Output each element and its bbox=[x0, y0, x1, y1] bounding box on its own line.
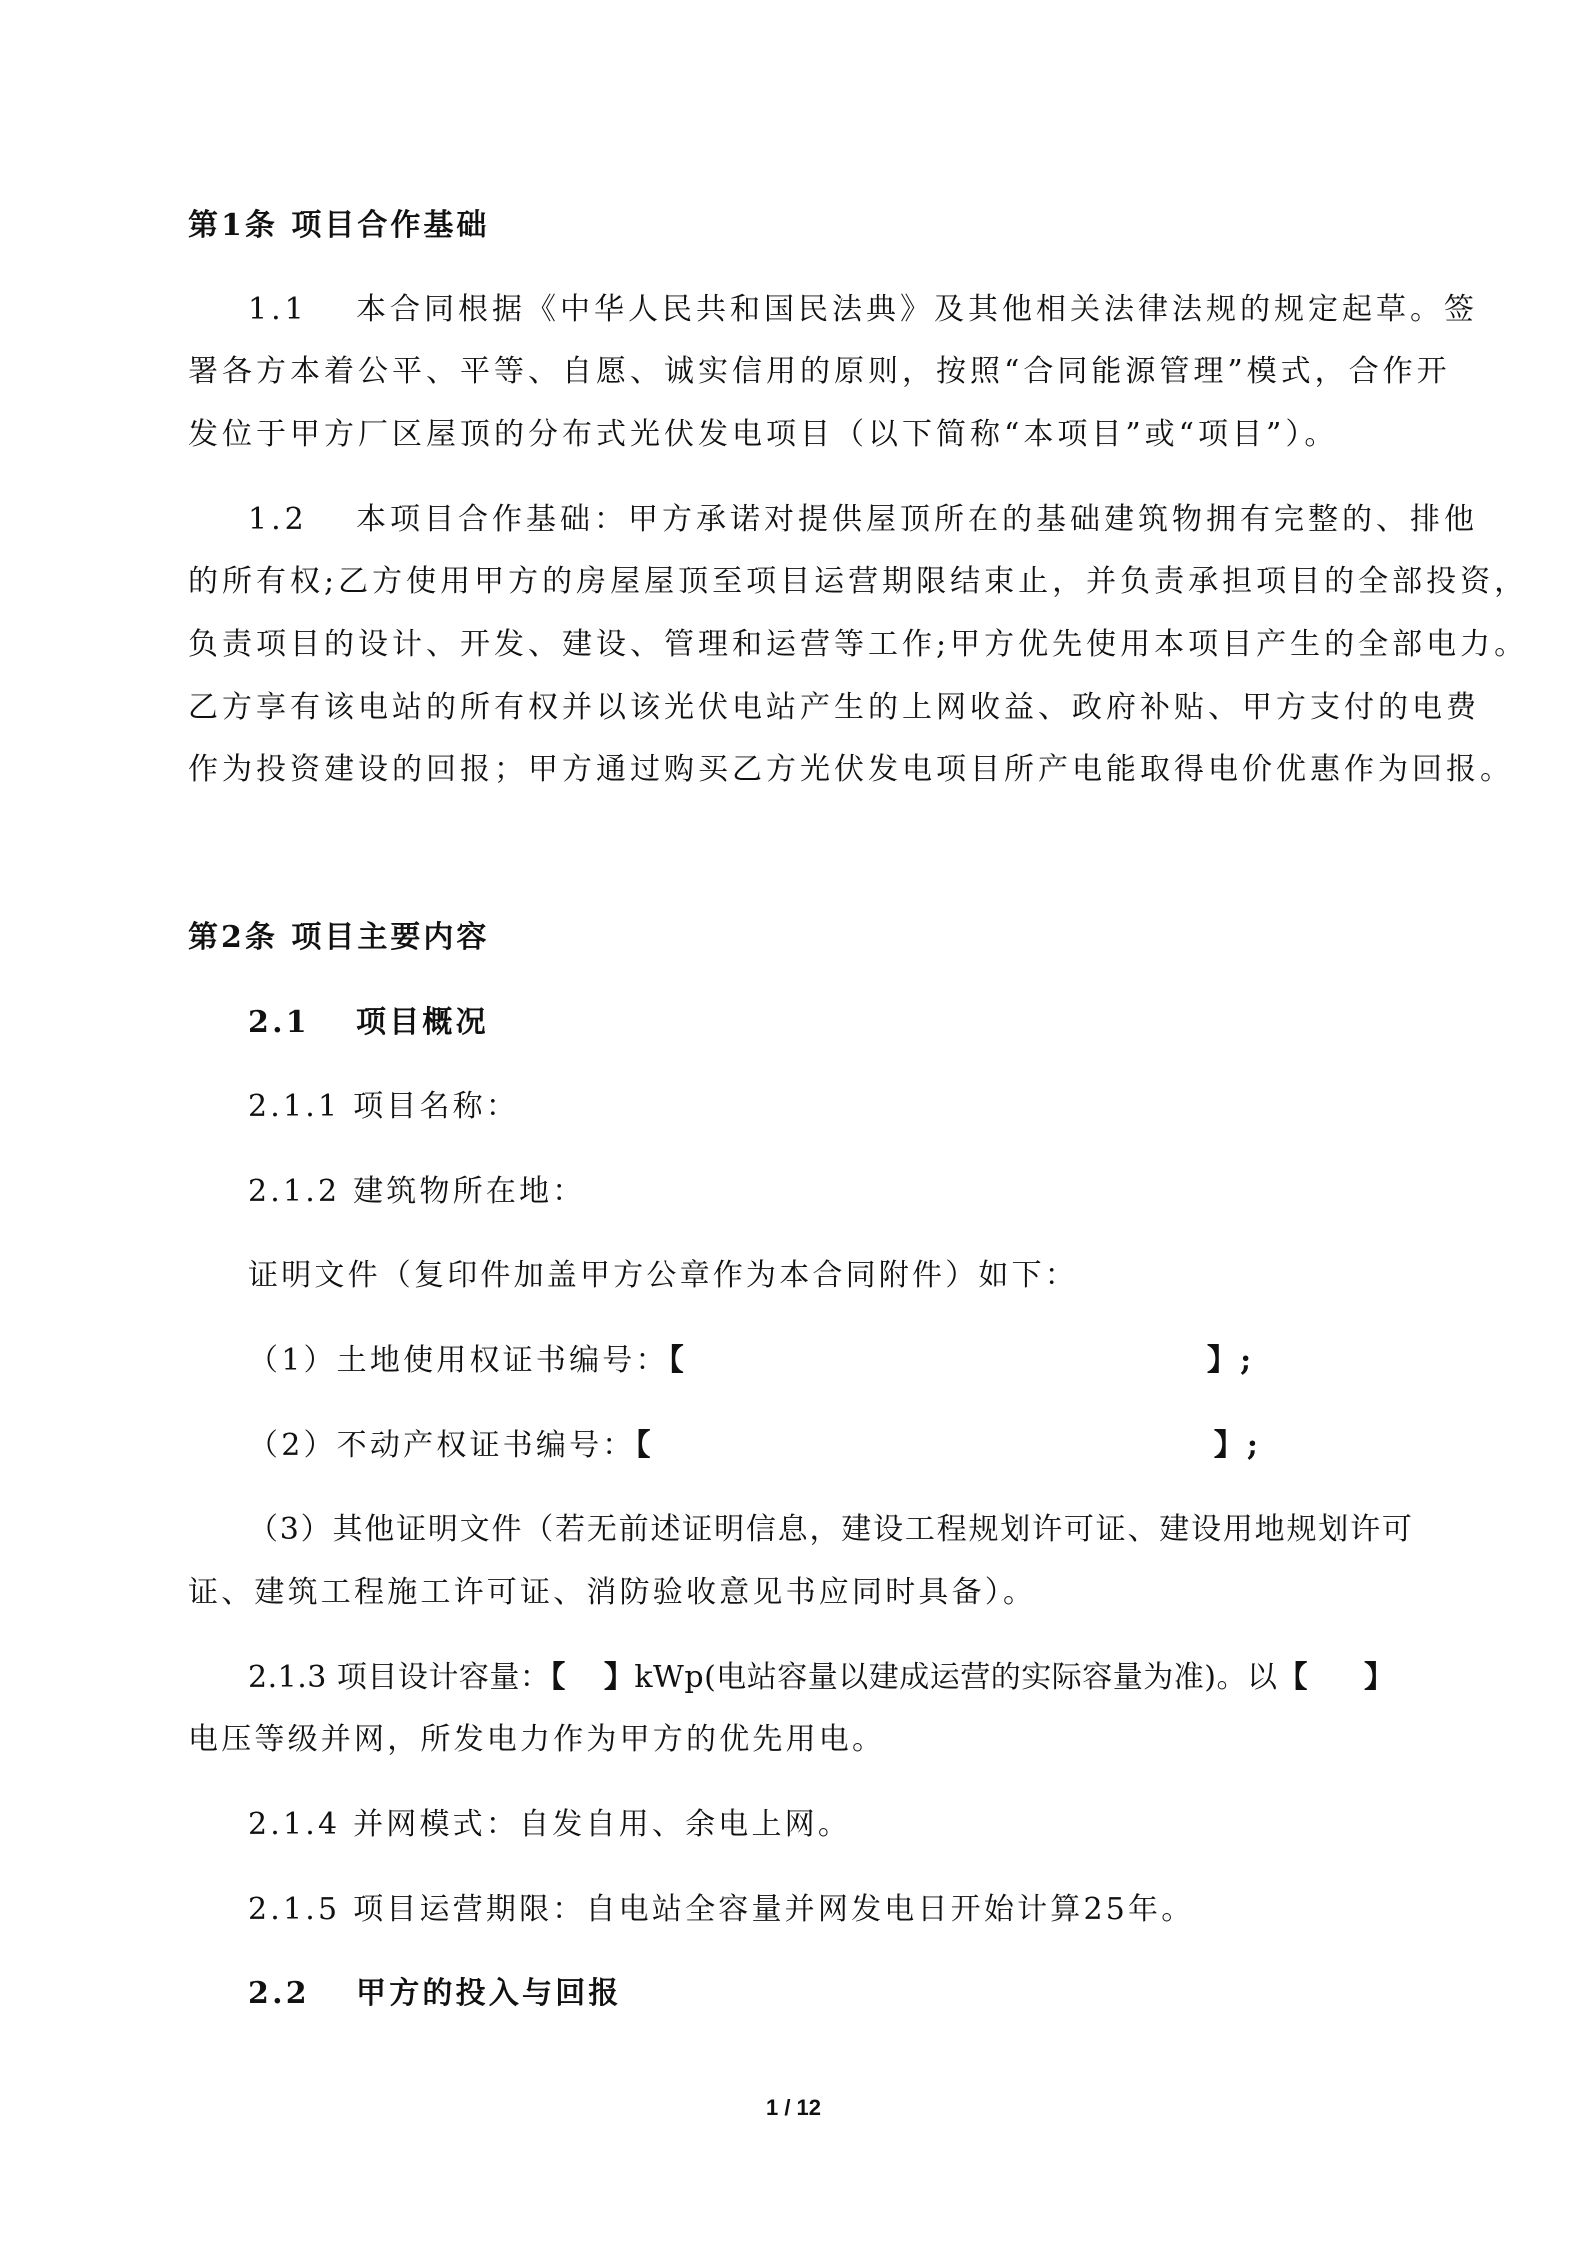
clause-1-2-line-1 bbox=[248, 500, 1478, 540]
proof-item-label: （1）土地使用权证书编号： bbox=[248, 1343, 669, 1378]
clause-1-2-line-2: 的所有权;乙方使用甲方的房屋屋顶至项目运营期限结束止，并负责承担项目的全部投资， bbox=[188, 564, 1529, 599]
item-2-1-3-line-2: 电压等级并网，所发电力作为甲方的优先用电。 bbox=[188, 1722, 886, 1757]
blank-open-bracket: 【 bbox=[668, 1343, 687, 1378]
clause-number: 1.2 bbox=[248, 502, 308, 537]
item-2-1-1: 2.1.1 项目名称： bbox=[248, 1089, 520, 1124]
item-2-1-3-line-1 bbox=[248, 1658, 1473, 1698]
clause-1-1-line-3: 发位于甲方厂区屋顶的分布式光伏发电项目（以下简称“本项目”或“项目”）。 bbox=[188, 417, 1339, 452]
clause-1-2-line-4: 乙方享有该电站的所有权并以该光伏电站产生的上网收益、政府补贴、甲方支付的电费 bbox=[188, 690, 1480, 725]
section-title: 甲方的投入与回报 bbox=[356, 1976, 622, 2011]
blank-close-bracket: 】 bbox=[603, 1660, 635, 1695]
blank-open-bracket: 【 bbox=[1277, 1660, 1309, 1695]
clause-text: 本合同根据《中华人民共和国民法典》及其他相关法律法规的规定起草。签 bbox=[356, 292, 1478, 327]
item-prefix: 2.1.3 项目设计容量： bbox=[248, 1660, 551, 1695]
proof-item-label: （2）不动产权证书编号： bbox=[248, 1428, 636, 1463]
page-number: 1 / 12 bbox=[765, 2095, 822, 2120]
item-2-1-2: 2.1.2 建筑物所在地： bbox=[248, 1174, 586, 1209]
blank-close-bracket: 】; bbox=[1213, 1428, 1262, 1463]
blank-open-bracket: 【 bbox=[550, 1660, 566, 1695]
clause-1-2-line-3: 负责项目的设计、开发、建设、管理和运营等工作;甲方优先使用本项目产生的全部电力。 bbox=[188, 627, 1529, 662]
clause-text: 本项目合作基础：甲方承诺对提供屋顶所在的基础建筑物拥有完整的、排他 bbox=[356, 502, 1478, 537]
proof-item-3-line-2: 证、建筑工程施工许可证、消防验收意见书应同时具备）。 bbox=[188, 1575, 1037, 1610]
item-middle-text: kWp(电站容量以建成运营的实际容量为准)。以 bbox=[634, 1660, 1278, 1695]
article-2-title: 第2条 项目主要内容 bbox=[188, 920, 490, 955]
proof-item-3-line-1: （3）其他证明文件（若无前述证明信息，建设工程规划许可证、建设用地规划许可 bbox=[248, 1512, 1414, 1547]
clause-1-2-line-5: 作为投资建设的回报；甲方通过购买乙方光伏发电项目所产电能取得电价优惠作为回报。 bbox=[188, 752, 1514, 787]
clause-number: 1.1 bbox=[248, 292, 308, 327]
section-title: 项目概况 bbox=[356, 1005, 489, 1040]
blank-close-bracket: 】 bbox=[1364, 1660, 1395, 1695]
blank-open-bracket: 【 bbox=[635, 1428, 654, 1463]
proof-item-2 bbox=[248, 1426, 1473, 1466]
section-2-2-heading bbox=[248, 1974, 1473, 2014]
article-1-title: 第1条 项目合作基础 bbox=[188, 208, 490, 243]
clause-1-1-line-1 bbox=[248, 290, 1478, 330]
proof-documents-intro: 证明文件（复印件加盖甲方公章作为本合同附件）如下： bbox=[248, 1258, 1078, 1293]
section-2-1-heading bbox=[248, 1003, 1473, 1043]
item-2-1-4: 2.1.4 并网模式：自发自用、余电上网。 bbox=[248, 1807, 852, 1842]
item-2-1-5: 2.1.5 项目运营期限：自电站全容量并网发电日开始计算25年。 bbox=[248, 1892, 1195, 1927]
section-number: 2.1 bbox=[248, 1005, 310, 1040]
proof-item-1 bbox=[248, 1341, 1473, 1381]
blank-close-bracket: 】; bbox=[1206, 1343, 1255, 1378]
section-number: 2.2 bbox=[248, 1976, 310, 2011]
clause-1-1-line-2: 署各方本着公平、平等、自愿、诚实信用的原则，按照“合同能源管理”模式，合作开 bbox=[188, 354, 1451, 389]
